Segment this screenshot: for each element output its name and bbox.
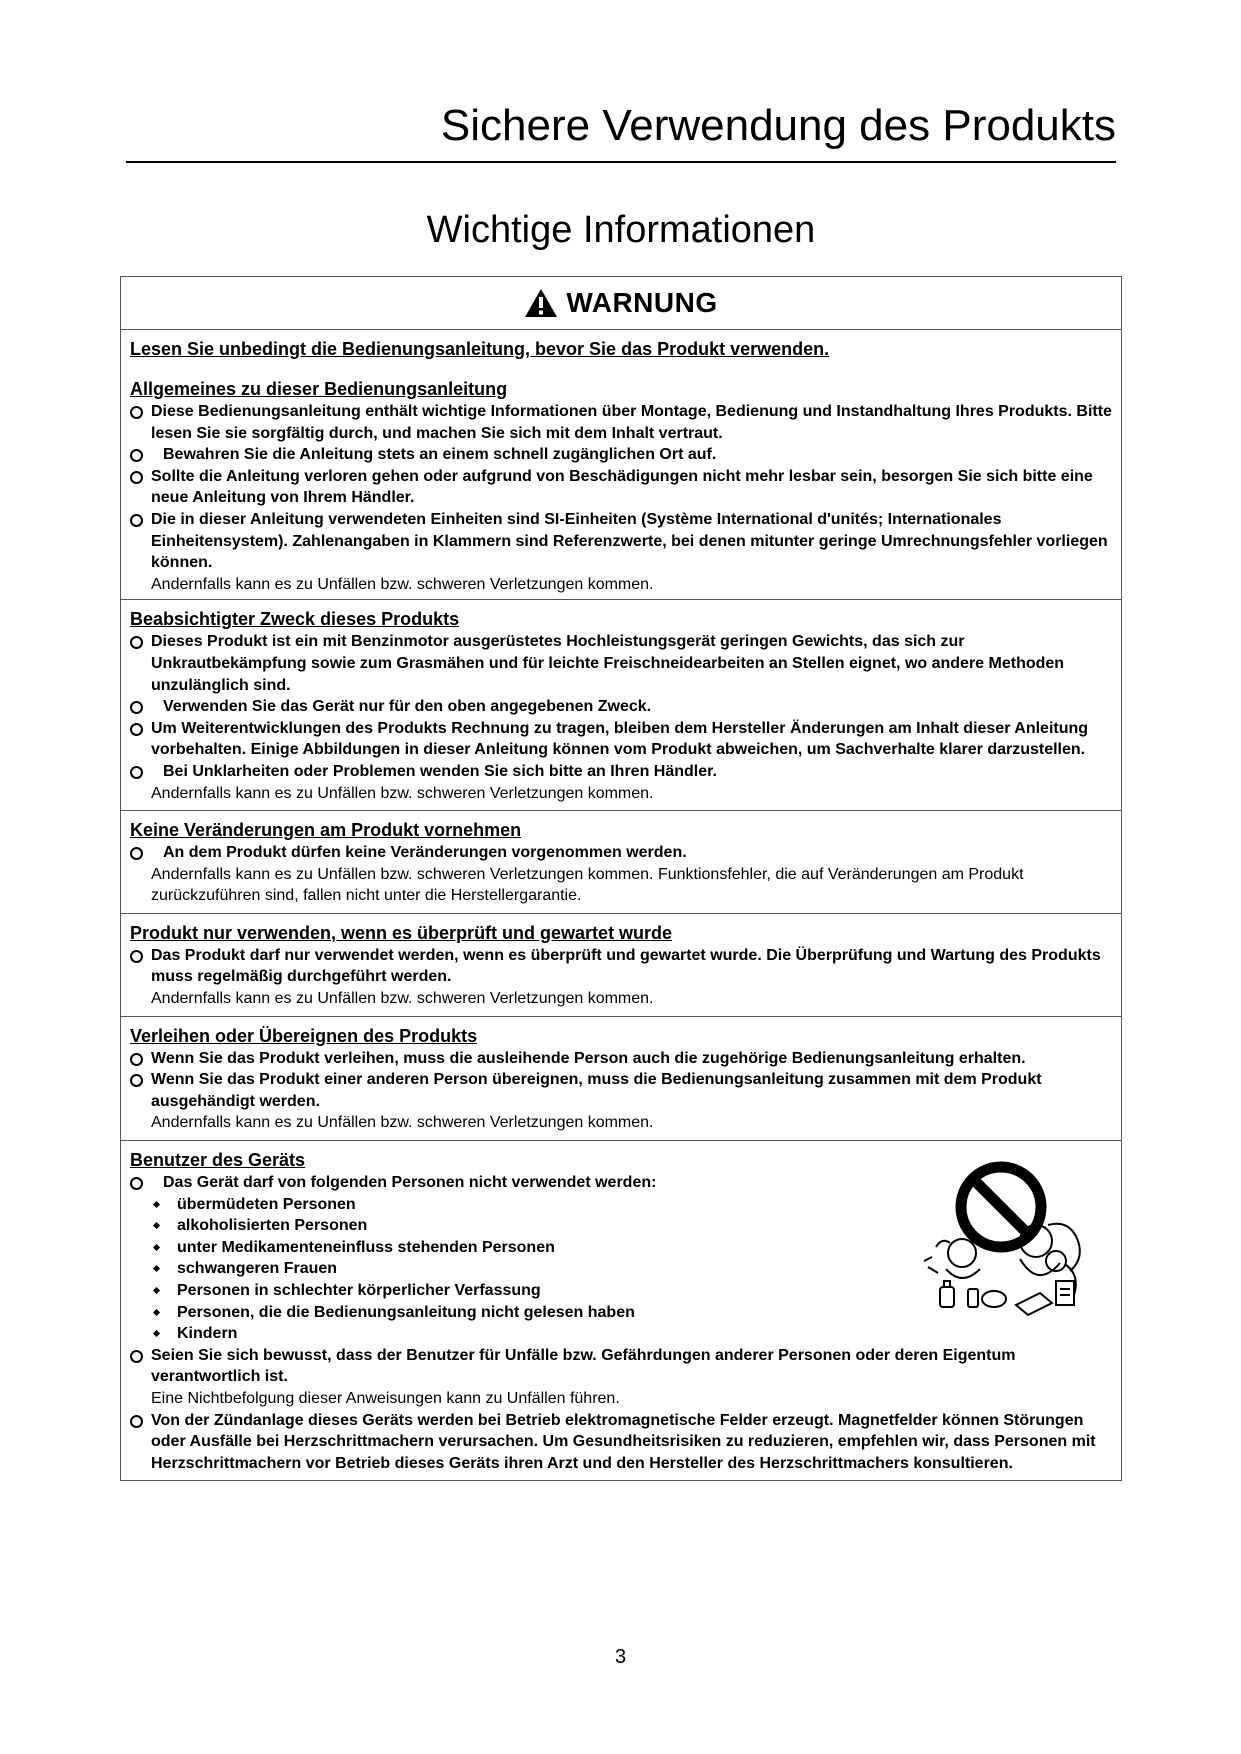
section-purpose bbox=[121, 600, 1121, 811]
purpose-heading: Beabsichtigter Zweck dieses Produkts bbox=[130, 609, 460, 630]
prohibited-persons-icon bbox=[916, 1149, 1091, 1319]
list-item: Diese Bedienungsanleitung enthält wichtige Informationen über Montage, Bedienung und Instandhaltung Ihres Produkts. Bitte lesen Sie sie sorgfältig durch, und machen Sie sich mit dem Inhalt vertraut. bbox=[130, 401, 1113, 444]
consequence-note: Andernfalls kann es zu Unfällen bzw. schweren Verletzungen kommen. bbox=[151, 990, 654, 1008]
diamond-bullet-icon bbox=[153, 1287, 160, 1294]
person-item: unter Medikamenteneinfluss stehenden Personen bbox=[130, 1237, 1113, 1259]
list-item: Wenn Sie das Produkt einer anderen Person übereignen, muss die Bedienungsanleitung zusammen mit dem Produkt ausgehändigt werden. bbox=[130, 1069, 1113, 1112]
bullet-circle-icon bbox=[130, 406, 143, 419]
person-item: Personen in schlechter körperlicher Verfassung bbox=[130, 1280, 1113, 1302]
page-title: Sichere Verwendung des Produkts bbox=[440, 101, 1116, 150]
consequence-note: Andernfalls kann es zu Unfällen bzw. schweren Verletzungen kommen. bbox=[151, 784, 654, 802]
list-item: Um Weiterentwicklungen des Produkts Rechnung zu tragen, bleiben dem Hersteller Änderungen am Inhalt dieser Anleitung vorbehalten. Einige Abbildungen in dieser Anleitung können vom Produkt abweichen, um Sachverhalte klarer darzustellen. bbox=[130, 718, 1113, 761]
diamond-bullet-icon bbox=[153, 1244, 160, 1251]
list-item: Verwenden Sie das Gerät nur für den oben angegebenen Zweck. bbox=[130, 696, 1113, 718]
diamond-bullet-icon bbox=[153, 1309, 160, 1316]
diamond-bullet-icon bbox=[153, 1201, 160, 1208]
lending-heading: Verleihen oder Übereignen des Produkts bbox=[130, 1025, 478, 1046]
person-item: Personen, die die Bedienungsanleitung nicht gelesen haben bbox=[130, 1302, 1113, 1324]
diamond-bullet-icon bbox=[153, 1330, 160, 1337]
title-rule bbox=[126, 161, 1116, 163]
diamond-bullet-icon bbox=[153, 1222, 160, 1229]
bullet-circle-icon bbox=[130, 950, 143, 963]
list-item: Bei Unklarheiten oder Problemen wenden Sie sich bitte an Ihren Händler. bbox=[130, 761, 1113, 783]
inspection-heading: Produkt nur verwenden, wenn es überprüft und gewartet wurde bbox=[130, 922, 673, 943]
section-users bbox=[121, 1141, 1121, 1480]
section-general bbox=[121, 330, 1121, 600]
person-item: schwangeren Frauen bbox=[130, 1258, 1113, 1280]
person-item: alkoholisierten Personen bbox=[130, 1215, 1113, 1237]
warning-triangle-icon bbox=[524, 288, 558, 318]
list-item: Seien Sie sich bewusst, dass der Benutzer für Unfälle bzw. Gefährdungen anderer Personen oder deren Eigentum verantwortlich ist. bbox=[130, 1345, 1113, 1388]
person-item: Kindern bbox=[130, 1323, 1113, 1345]
general-heading: Allgemeines zu dieser Bedienungsanleitung bbox=[130, 379, 508, 399]
list-item: Dieses Produkt ist ein mit Benzinmotor ausgerüstetes Hochleistungsgerät geringen Gewichts, das sich zur Unkrautbekämpfung sowie zum Grasmähen und für leichte Freischneidearbeiten an Stellen eignet, wo andere Methoden unzulänglich sind. bbox=[130, 631, 1113, 696]
warning-header bbox=[121, 277, 1121, 330]
section-modifications bbox=[121, 811, 1121, 914]
list-item: Das Gerät darf von folgenden Personen nicht verwendet werden: bbox=[130, 1172, 1113, 1194]
bullet-circle-icon bbox=[130, 1177, 143, 1190]
list-item: Wenn Sie das Produkt verleihen, muss die ausleihende Person auch die zugehörige Bedienungsanleitung erhalten. bbox=[130, 1048, 1113, 1070]
list-item: Sollte die Anleitung verloren gehen oder aufgrund von Beschädigungen nicht mehr lesbar sein, besorgen Sie sich bitte eine neue Anleitung von Ihrem Händler. bbox=[130, 466, 1113, 509]
consequence-note: Andernfalls kann es zu Unfällen bzw. schweren Verletzungen kommen. Funktionsfehler, die auf Veränderungen am Produkt zurückzuführen sind, fallen nicht unter die Herstellergarantie. bbox=[151, 865, 1024, 905]
diamond-bullet-icon bbox=[153, 1265, 160, 1272]
warning-intro: Lesen Sie unbedingt die Bedienungsanleitung, bevor Sie das Produkt verwenden. bbox=[130, 339, 830, 359]
bullet-circle-icon bbox=[130, 471, 143, 484]
bullet-circle-icon bbox=[130, 701, 143, 714]
bullet-circle-icon bbox=[130, 1053, 143, 1066]
page-number: 3 bbox=[614, 1646, 627, 1668]
consequence-note: Andernfalls kann es zu Unfällen bzw. schweren Verletzungen kommen. bbox=[151, 1114, 654, 1132]
section-inspection bbox=[121, 914, 1121, 1017]
consequence-note: Eine Nichtbefolgung dieser Anweisungen kann zu Unfällen führen. bbox=[151, 1389, 620, 1407]
bullet-circle-icon bbox=[130, 766, 143, 779]
warning-box bbox=[120, 276, 1122, 1481]
bullet-circle-icon bbox=[130, 1415, 143, 1428]
list-item: Das Produkt darf nur verwendet werden, wenn es überprüft und gewartet wurde. Die Überprüfung und Wartung des Produkts muss regelmäßig durchgeführt werden. bbox=[130, 945, 1113, 988]
bullet-circle-icon bbox=[130, 1350, 143, 1363]
bullet-circle-icon bbox=[130, 636, 143, 649]
bullet-circle-icon bbox=[130, 449, 143, 462]
consequence-note: Andernfalls kann es zu Unfällen bzw. schweren Verletzungen kommen. bbox=[151, 575, 654, 593]
users-heading: Benutzer des Geräts bbox=[130, 1150, 306, 1171]
person-item: übermüdeten Personen bbox=[130, 1194, 1113, 1216]
list-item: An dem Produkt dürfen keine Veränderungen vorgenommen werden. bbox=[130, 842, 1113, 864]
bullet-circle-icon bbox=[130, 514, 143, 527]
bullet-circle-icon bbox=[130, 723, 143, 736]
bullet-circle-icon bbox=[130, 847, 143, 860]
list-item: Von der Zündanlage dieses Geräts werden bei Betrieb elektromagnetische Felder erzeugt. Magnetfelder können Störungen oder Ausfälle bei Herzschrittmachern verursachen. Um Gesundheitsrisiken zu reduzieren, empfehlen wir, dass Personen mit Herzschrittmachern vor Betrieb dieses Geräts ihren Arzt und den Hersteller des Herzschrittmachers konsultieren. bbox=[130, 1410, 1113, 1475]
modifications-heading: Keine Veränderungen am Produkt vornehmen bbox=[130, 820, 522, 841]
section-title: Wichtige Informationen bbox=[426, 209, 816, 251]
list-item: Bewahren Sie die Anleitung stets an einem schnell zugänglichen Ort auf. bbox=[130, 444, 1113, 466]
list-item: Die in dieser Anleitung verwendeten Einheiten sind SI-Einheiten (Système International d'unités; Internationales Einheitensystem). Zahlenangaben in Klammern sind Referenzwerte, bei denen mitunter geringe Umrechnungsfehler vorliegen können. bbox=[130, 509, 1113, 574]
section-lending bbox=[121, 1017, 1121, 1141]
bullet-circle-icon bbox=[130, 1074, 143, 1087]
warning-label: WARNUNG bbox=[566, 287, 718, 318]
